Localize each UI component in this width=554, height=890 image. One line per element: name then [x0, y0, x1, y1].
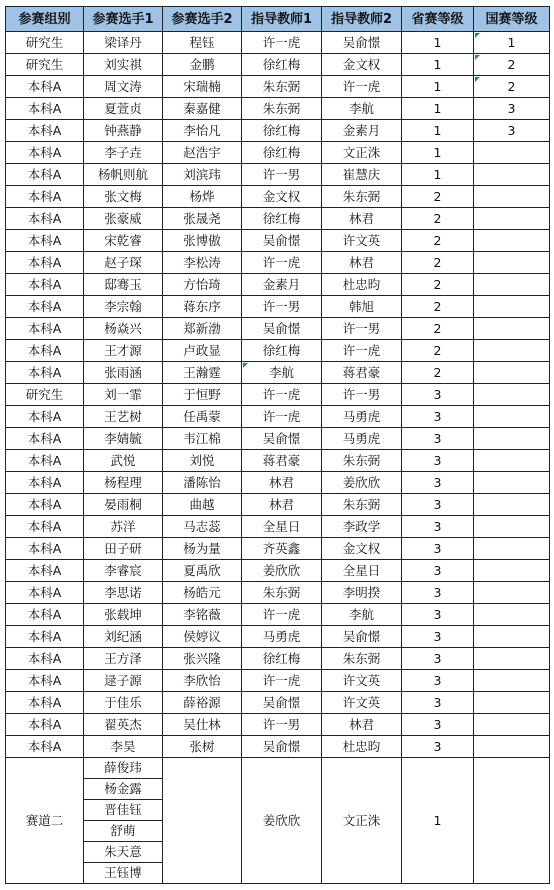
group-cell[interactable]: 本科A: [6, 604, 84, 626]
track2-player-cell[interactable]: 王钰博: [84, 863, 163, 884]
header-teacher2: 指导教师2: [322, 7, 402, 32]
teacher1-cell[interactable]: 吴俞憬: [242, 428, 322, 450]
player2-cell[interactable]: 夏禹欣: [163, 560, 242, 582]
national-level-cell[interactable]: [474, 208, 550, 230]
table-row: [6, 692, 550, 714]
teacher2-cell[interactable]: 朱东弼: [322, 648, 402, 670]
header-player1: 参赛选手1: [84, 7, 163, 32]
teacher1-cell[interactable]: 吴俞憬: [242, 230, 322, 252]
player2-cell[interactable]: 李铭薇: [163, 604, 242, 626]
teacher1-cell[interactable]: 许一虎: [242, 32, 322, 54]
player1-cell[interactable]: 田子研: [84, 538, 163, 560]
player2-cell[interactable]: 程钰: [163, 32, 242, 54]
player1-cell[interactable]: 武悦: [84, 450, 163, 472]
group-cell[interactable]: 本科A: [6, 186, 84, 208]
group-cell[interactable]: 本科A: [6, 252, 84, 274]
group-cell[interactable]: 本科A: [6, 142, 84, 164]
track2-group-cell[interactable]: 赛道二: [6, 758, 84, 884]
player1-cell[interactable]: 杨焱兴: [84, 318, 163, 340]
group-cell[interactable]: 研究生: [6, 384, 84, 406]
player2-cell[interactable]: 方怡琦: [163, 274, 242, 296]
player2-cell[interactable]: 李怡凡: [163, 120, 242, 142]
table-row: [6, 736, 550, 758]
national-level-cell[interactable]: 2: [474, 54, 550, 76]
teacher1-cell[interactable]: 吴俞憬: [242, 692, 322, 714]
group-cell[interactable]: 本科A: [6, 516, 84, 538]
national-level-cell[interactable]: [474, 450, 550, 472]
province-level-cell[interactable]: 1: [402, 164, 474, 186]
group-cell[interactable]: 本科A: [6, 406, 84, 428]
province-level-cell[interactable]: 3: [402, 494, 474, 516]
province-level-cell[interactable]: 2: [402, 252, 474, 274]
group-cell[interactable]: 本科A: [6, 560, 84, 582]
teacher2-cell[interactable]: 林君: [322, 252, 402, 274]
player1-cell[interactable]: 周文涛: [84, 76, 163, 98]
player2-cell[interactable]: 任禹蒙: [163, 406, 242, 428]
header-province-level: 省赛等级: [402, 7, 474, 32]
province-level-cell[interactable]: 3: [402, 516, 474, 538]
group-cell[interactable]: 本科A: [6, 76, 84, 98]
national-level-cell[interactable]: 3: [474, 98, 550, 120]
player2-cell[interactable]: 张树: [163, 736, 242, 758]
player1-cell[interactable]: 张文梅: [84, 186, 163, 208]
award-table: [5, 6, 550, 884]
table-row: [6, 76, 550, 98]
teacher1-cell[interactable]: 马勇虎: [242, 626, 322, 648]
national-level-cell[interactable]: 2: [474, 76, 550, 98]
province-level-cell[interactable]: 1: [402, 54, 474, 76]
teacher2-cell[interactable]: 金文权: [322, 538, 402, 560]
player2-cell[interactable]: 李松涛: [163, 252, 242, 274]
group-cell[interactable]: 本科A: [6, 274, 84, 296]
national-level-cell[interactable]: [474, 582, 550, 604]
teacher1-cell[interactable]: 许一虎: [242, 384, 322, 406]
player2-cell[interactable]: 金鹏: [163, 54, 242, 76]
teacher2-cell[interactable]: 文正洙: [322, 142, 402, 164]
track2-row: [6, 758, 550, 779]
national-level-cell[interactable]: [474, 318, 550, 340]
player1-cell[interactable]: 张载坤: [84, 604, 163, 626]
table-row: [6, 54, 550, 76]
teacher2-cell[interactable]: 马勇虎: [322, 428, 402, 450]
teacher1-cell[interactable]: 金素月: [242, 274, 322, 296]
national-level-cell[interactable]: [474, 274, 550, 296]
player1-cell[interactable]: 张雨涵: [84, 362, 163, 384]
province-level-cell[interactable]: 3: [402, 626, 474, 648]
player1-cell[interactable]: 刘纪涵: [84, 626, 163, 648]
group-cell[interactable]: 本科A: [6, 736, 84, 758]
national-level-cell[interactable]: [474, 648, 550, 670]
teacher1-cell[interactable]: 全星日: [242, 516, 322, 538]
group-cell[interactable]: 本科A: [6, 626, 84, 648]
group-cell[interactable]: 本科A: [6, 296, 84, 318]
player2-cell[interactable]: 宋瑞楠: [163, 76, 242, 98]
province-level-cell[interactable]: 1: [402, 32, 474, 54]
player1-cell[interactable]: 李宗翰: [84, 296, 163, 318]
group-cell[interactable]: 本科A: [6, 714, 84, 736]
table-row: [6, 164, 550, 186]
table-row: [6, 186, 550, 208]
teacher2-cell[interactable]: 林君: [322, 714, 402, 736]
track2-player-cell[interactable]: 晋佳钰: [84, 800, 163, 821]
player2-cell[interactable]: 潘陈怡: [163, 472, 242, 494]
table-row: [6, 142, 550, 164]
teacher1-cell[interactable]: 许一虎: [242, 604, 322, 626]
comment-marker-icon: [243, 363, 248, 368]
teacher2-cell[interactable]: 许文英: [322, 670, 402, 692]
province-level-cell[interactable]: 3: [402, 538, 474, 560]
teacher2-cell[interactable]: 朱东弼: [322, 450, 402, 472]
table-row: [6, 582, 550, 604]
track2-player2-cell[interactable]: [163, 758, 242, 884]
player1-cell[interactable]: 李思诺: [84, 582, 163, 604]
table-row: [6, 120, 550, 142]
national-level-cell[interactable]: [474, 186, 550, 208]
teacher2-cell[interactable]: 李航: [322, 604, 402, 626]
province-level-cell[interactable]: 2: [402, 362, 474, 384]
national-level-cell[interactable]: [474, 406, 550, 428]
teacher2-cell[interactable]: 许一男: [322, 384, 402, 406]
national-level-cell[interactable]: [474, 362, 550, 384]
header-national-level: 国赛等级: [474, 7, 550, 32]
teacher1-cell[interactable]: 许一男: [242, 296, 322, 318]
teacher2-cell[interactable]: 韩旭: [322, 296, 402, 318]
player2-cell[interactable]: 刘滨玮: [163, 164, 242, 186]
table-row: [6, 516, 550, 538]
teacher1-cell[interactable]: 许一虎: [242, 406, 322, 428]
table-row: [6, 230, 550, 252]
national-level-cell[interactable]: [474, 736, 550, 758]
teacher2-cell[interactable]: 金文权: [322, 54, 402, 76]
teacher1-cell[interactable]: 徐红梅: [242, 142, 322, 164]
teacher2-cell[interactable]: 朱东弼: [322, 186, 402, 208]
province-level-cell[interactable]: 3: [402, 736, 474, 758]
teacher1-cell[interactable]: 许一男: [242, 714, 322, 736]
group-cell[interactable]: 本科A: [6, 538, 84, 560]
teacher1-cell[interactable]: 林君: [242, 494, 322, 516]
teacher2-cell[interactable]: 杜忠昀: [322, 274, 402, 296]
teacher1-cell[interactable]: 姜欣欣: [242, 560, 322, 582]
table-row: [6, 428, 550, 450]
teacher1-cell[interactable]: 徐红梅: [242, 648, 322, 670]
national-level-cell[interactable]: [474, 714, 550, 736]
player1-cell[interactable]: 于佳乐: [84, 692, 163, 714]
player2-cell[interactable]: 杨烨: [163, 186, 242, 208]
province-level-cell[interactable]: 2: [402, 186, 474, 208]
table-row: [6, 494, 550, 516]
province-level-cell[interactable]: 3: [402, 450, 474, 472]
national-level-cell[interactable]: 3: [474, 120, 550, 142]
player2-cell[interactable]: 秦嘉健: [163, 98, 242, 120]
track2-teacher2-cell[interactable]: 文正洙: [322, 758, 402, 884]
table-row: [6, 340, 550, 362]
group-cell[interactable]: 本科A: [6, 472, 84, 494]
group-cell[interactable]: 本科A: [6, 362, 84, 384]
province-level-cell[interactable]: 3: [402, 472, 474, 494]
national-level-cell[interactable]: [474, 164, 550, 186]
teacher2-cell[interactable]: 李明揆: [322, 582, 402, 604]
player2-cell[interactable]: 薛裕源: [163, 692, 242, 714]
player1-cell[interactable]: 苏洋: [84, 516, 163, 538]
table-row: [6, 538, 550, 560]
national-level-cell[interactable]: [474, 472, 550, 494]
national-level-cell[interactable]: [474, 252, 550, 274]
table-row: [6, 450, 550, 472]
group-cell[interactable]: 研究生: [6, 54, 84, 76]
province-level-cell[interactable]: 2: [402, 296, 474, 318]
table-row: [6, 626, 550, 648]
player1-cell[interactable]: 邸骞玉: [84, 274, 163, 296]
player1-cell[interactable]: 宋乾睿: [84, 230, 163, 252]
province-level-cell[interactable]: 3: [402, 670, 474, 692]
player2-cell[interactable]: 杨为量: [163, 538, 242, 560]
player1-cell[interactable]: 李婧毓: [84, 428, 163, 450]
national-level-cell[interactable]: [474, 692, 550, 714]
group-cell[interactable]: 本科A: [6, 648, 84, 670]
player1-cell[interactable]: 钟燕静: [84, 120, 163, 142]
player2-cell[interactable]: 王瀚霆: [163, 362, 242, 384]
player2-cell[interactable]: 曲越: [163, 494, 242, 516]
teacher2-cell[interactable]: 马勇虎: [322, 406, 402, 428]
teacher1-cell[interactable]: 朱东弼: [242, 76, 322, 98]
player2-cell[interactable]: 马志蕊: [163, 516, 242, 538]
player1-cell[interactable]: 杨程理: [84, 472, 163, 494]
header-teacher1: 指导教师1: [242, 7, 322, 32]
teacher2-cell[interactable]: 姜欣欣: [322, 472, 402, 494]
national-level-cell[interactable]: [474, 560, 550, 582]
teacher1-cell[interactable]: 朱东弼: [242, 582, 322, 604]
teacher1-cell[interactable]: 蒋君豪: [242, 450, 322, 472]
teacher1-cell[interactable]: 许一虎: [242, 252, 322, 274]
teacher2-cell[interactable]: 全星日: [322, 560, 402, 582]
group-cell[interactable]: 本科A: [6, 318, 84, 340]
national-level-cell[interactable]: [474, 142, 550, 164]
teacher2-cell[interactable]: 蒋君豪: [322, 362, 402, 384]
teacher1-cell[interactable]: 吴俞憬: [242, 736, 322, 758]
player2-cell[interactable]: 韦江棉: [163, 428, 242, 450]
table-row: [6, 98, 550, 120]
player1-cell[interactable]: 王才源: [84, 340, 163, 362]
province-level-cell[interactable]: 1: [402, 76, 474, 98]
player2-cell[interactable]: 卢政显: [163, 340, 242, 362]
teacher2-cell[interactable]: 金素月: [322, 120, 402, 142]
track2-player-cell[interactable]: 薛俊玮: [84, 758, 163, 779]
header-row: [6, 7, 550, 32]
group-cell[interactable]: 本科A: [6, 98, 84, 120]
track2-player-cell[interactable]: 朱天意: [84, 842, 163, 863]
player1-cell[interactable]: 李子垚: [84, 142, 163, 164]
province-level-cell[interactable]: 2: [402, 208, 474, 230]
player1-cell[interactable]: 翟英杰: [84, 714, 163, 736]
player1-cell[interactable]: 李睿宸: [84, 560, 163, 582]
table-row: [6, 32, 550, 54]
teacher1-cell[interactable]: 齐英鑫: [242, 538, 322, 560]
province-level-cell[interactable]: 3: [402, 560, 474, 582]
teacher2-cell[interactable]: 林君: [322, 208, 402, 230]
comment-marker-icon: [475, 77, 480, 82]
track2-player-cell[interactable]: 舒萌: [84, 821, 163, 842]
teacher1-cell[interactable]: 朱东弼: [242, 98, 322, 120]
player2-cell[interactable]: 于恒野: [163, 384, 242, 406]
player2-cell[interactable]: 蒋东序: [163, 296, 242, 318]
group-cell[interactable]: 本科A: [6, 230, 84, 252]
table-row: [6, 648, 550, 670]
province-level-cell[interactable]: 3: [402, 582, 474, 604]
table-row: [6, 252, 550, 274]
table-row: [6, 406, 550, 428]
province-level-cell[interactable]: 1: [402, 120, 474, 142]
national-level-cell[interactable]: [474, 230, 550, 252]
province-level-cell[interactable]: 3: [402, 428, 474, 450]
province-level-cell[interactable]: 3: [402, 604, 474, 626]
national-level-cell[interactable]: [474, 604, 550, 626]
player1-cell[interactable]: 赵子琛: [84, 252, 163, 274]
group-cell[interactable]: 本科A: [6, 582, 84, 604]
player2-cell[interactable]: 赵浩宇: [163, 142, 242, 164]
province-level-cell[interactable]: 3: [402, 714, 474, 736]
player2-cell[interactable]: 侯婷议: [163, 626, 242, 648]
teacher2-cell[interactable]: 许一虎: [322, 340, 402, 362]
player1-cell[interactable]: 逯子源: [84, 670, 163, 692]
header-group: 参赛组别: [6, 7, 84, 32]
national-level-cell[interactable]: [474, 494, 550, 516]
teacher2-cell[interactable]: 朱东弼: [322, 494, 402, 516]
national-level-cell[interactable]: 1: [474, 32, 550, 54]
group-cell[interactable]: 本科A: [6, 208, 84, 230]
teacher2-cell[interactable]: 杜忠昀: [322, 736, 402, 758]
teacher1-cell[interactable]: 徐红梅: [242, 120, 322, 142]
national-level-cell[interactable]: [474, 340, 550, 362]
group-cell[interactable]: 本科A: [6, 164, 84, 186]
table-row: [6, 362, 550, 384]
province-level-cell[interactable]: 1: [402, 98, 474, 120]
group-cell[interactable]: 本科A: [6, 428, 84, 450]
comment-marker-icon: [475, 33, 480, 38]
national-level-cell[interactable]: [474, 538, 550, 560]
teacher1-cell[interactable]: 吴俞憬: [242, 318, 322, 340]
teacher1-cell[interactable]: 徐红梅: [242, 208, 322, 230]
player2-cell[interactable]: 郑新渤: [163, 318, 242, 340]
teacher2-cell[interactable]: 李政学: [322, 516, 402, 538]
teacher1-cell[interactable]: 徐红梅: [242, 340, 322, 362]
table-row: [6, 714, 550, 736]
teacher2-cell[interactable]: 吴俞憬: [322, 626, 402, 648]
province-level-cell[interactable]: 2: [402, 230, 474, 252]
player1-cell[interactable]: 夏萱贞: [84, 98, 163, 120]
group-cell[interactable]: 本科A: [6, 450, 84, 472]
national-level-cell[interactable]: [474, 670, 550, 692]
table-row: [6, 560, 550, 582]
player2-cell[interactable]: 张晟尧: [163, 208, 242, 230]
player2-cell[interactable]: 李欣怡: [163, 670, 242, 692]
teacher1-cell[interactable]: 许一男: [242, 164, 322, 186]
track2-player-cell[interactable]: 杨金露: [84, 779, 163, 800]
table-row: [6, 208, 550, 230]
player2-cell[interactable]: 张兴隆: [163, 648, 242, 670]
province-level-cell[interactable]: 2: [402, 318, 474, 340]
province-level-cell[interactable]: 3: [402, 384, 474, 406]
province-level-cell[interactable]: 2: [402, 340, 474, 362]
player2-cell[interactable]: 刘悦: [163, 450, 242, 472]
group-cell[interactable]: 本科A: [6, 340, 84, 362]
province-level-cell[interactable]: 3: [402, 648, 474, 670]
table-row: [6, 604, 550, 626]
player1-cell[interactable]: 刘实祺: [84, 54, 163, 76]
player1-cell[interactable]: 王艺树: [84, 406, 163, 428]
group-cell[interactable]: 研究生: [6, 32, 84, 54]
table-row: [6, 274, 550, 296]
province-level-cell[interactable]: 2: [402, 274, 474, 296]
teacher1-cell[interactable]: 林君: [242, 472, 322, 494]
teacher2-cell[interactable]: 许文英: [322, 230, 402, 252]
teacher2-cell[interactable]: 许一男: [322, 318, 402, 340]
teacher1-cell[interactable]: 金文权: [242, 186, 322, 208]
group-cell[interactable]: 本科A: [6, 494, 84, 516]
national-level-cell[interactable]: [474, 626, 550, 648]
table-row: [6, 296, 550, 318]
player1-cell[interactable]: 张豪威: [84, 208, 163, 230]
group-cell[interactable]: 本科A: [6, 670, 84, 692]
national-level-cell[interactable]: [474, 428, 550, 450]
player1-cell[interactable]: 王方泽: [84, 648, 163, 670]
table-row: [6, 670, 550, 692]
teacher1-cell[interactable]: 李航: [242, 362, 322, 384]
group-cell[interactable]: 本科A: [6, 692, 84, 714]
province-level-cell[interactable]: 3: [402, 692, 474, 714]
teacher2-cell[interactable]: 许文英: [322, 692, 402, 714]
teacher2-cell[interactable]: 崔慧庆: [322, 164, 402, 186]
national-level-cell[interactable]: [474, 384, 550, 406]
national-level-cell[interactable]: [474, 516, 550, 538]
national-level-cell[interactable]: [474, 296, 550, 318]
player1-cell[interactable]: 杨帆则航: [84, 164, 163, 186]
player1-cell[interactable]: 刘一霏: [84, 384, 163, 406]
teacher1-cell[interactable]: 许一虎: [242, 670, 322, 692]
header-player2: 参赛选手2: [163, 7, 242, 32]
track2-province-level-cell[interactable]: 1: [402, 758, 474, 884]
player1-cell[interactable]: 晏雨桐: [84, 494, 163, 516]
teacher2-cell[interactable]: 许一虎: [322, 76, 402, 98]
player2-cell[interactable]: 张博傲: [163, 230, 242, 252]
player2-cell[interactable]: 杨皓元: [163, 582, 242, 604]
teacher1-cell[interactable]: 徐红梅: [242, 54, 322, 76]
player1-cell[interactable]: 李昊: [84, 736, 163, 758]
comment-marker-icon: [475, 55, 480, 60]
table-row: [6, 384, 550, 406]
teacher2-cell[interactable]: 李航: [322, 98, 402, 120]
table-row: [6, 472, 550, 494]
group-cell[interactable]: 本科A: [6, 120, 84, 142]
player1-cell[interactable]: 梁译丹: [84, 32, 163, 54]
table-row: [6, 318, 550, 340]
track2-teacher1-cell[interactable]: 姜欣欣: [242, 758, 322, 884]
table-body: [6, 32, 550, 884]
province-level-cell[interactable]: 1: [402, 142, 474, 164]
player2-cell[interactable]: 吴仕林: [163, 714, 242, 736]
track2-national-level-cell[interactable]: [474, 758, 550, 884]
province-level-cell[interactable]: 3: [402, 406, 474, 428]
teacher2-cell[interactable]: 吴俞憬: [322, 32, 402, 54]
